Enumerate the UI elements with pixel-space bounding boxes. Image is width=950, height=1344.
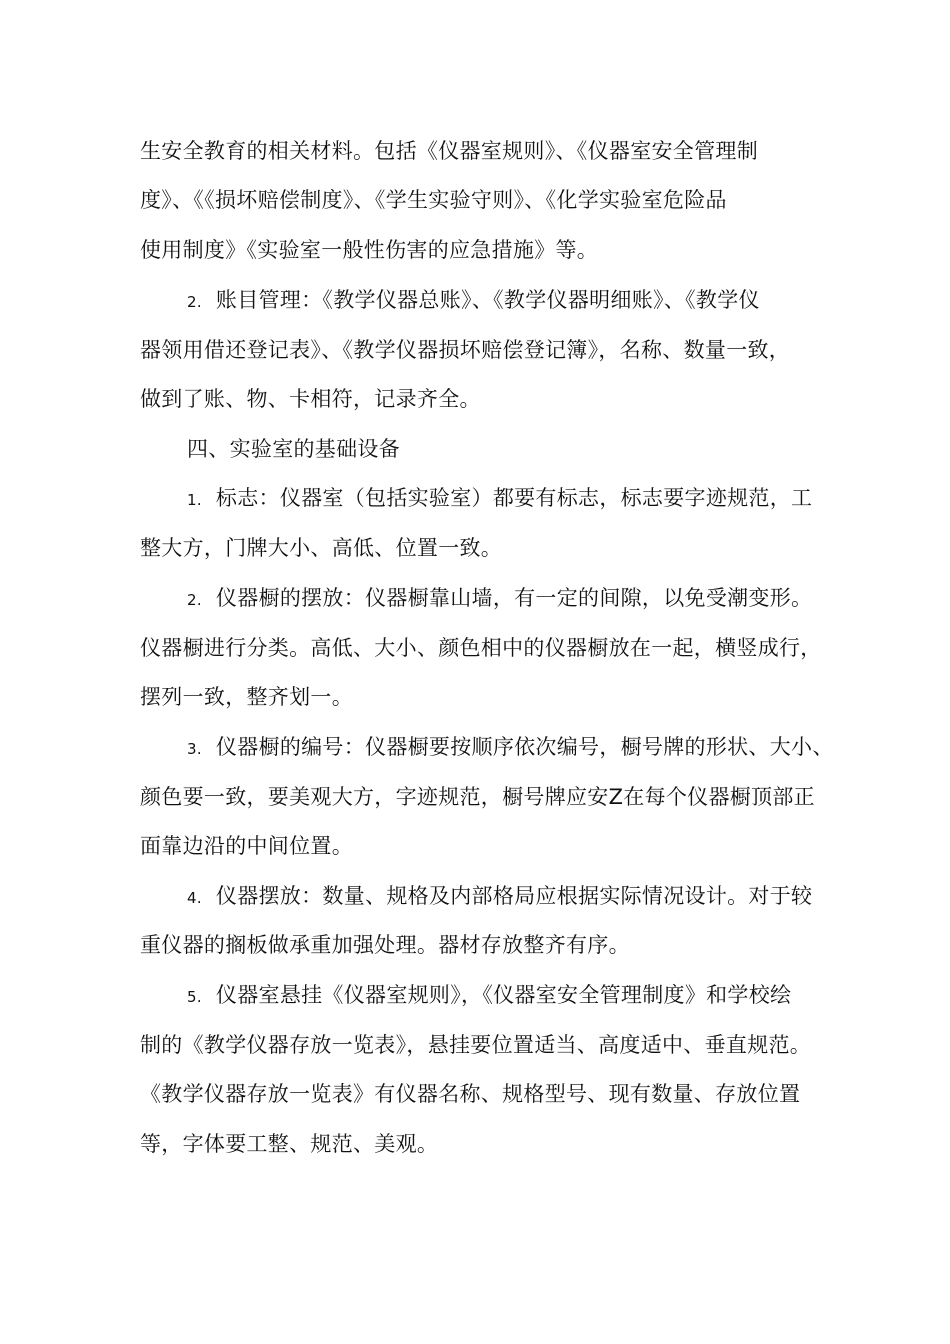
list-number: 2. [187,591,202,609]
text-line: 仪器橱的摆放：仪器橱靠山墙，有一定的间隙，以免受潮变形。 [215,586,813,610]
text-line: 做到了账、物、卡相符，记录齐全。 [140,387,481,411]
list-number: 2. [187,293,202,311]
list-item-instrument-arrangement [187,882,812,912]
list-item-hanging-rules [187,981,791,1011]
list-number: 4. [187,889,202,907]
text-line: 整大方，门牌大小、高低、位置一致。 [140,536,503,560]
text-line: 器领用借还登记表》、《教学仪器损坏赔偿登记簿》，名称、数量一致， [140,338,791,362]
text-line: 摆列一致，整齐划一。 [140,685,353,709]
text-line: 账目管理：《教学仪器总账》、《教学仪器明细账》、《教学仪 [215,288,760,312]
text-line: 面靠边沿的中间位置。 [140,834,353,858]
list-item-cabinet-numbering [187,733,834,763]
text-line: 《教学仪器存放一览表》有仪器名称、规格型号、现有数量、存放位置 [140,1082,801,1106]
text-line: 使用制度》《实验室一般性伤害的应急措施》等。 [140,238,599,262]
text-line: 生安全教育的相关材料。包括《仪器室规则》、《仪器室安全管理制 [140,139,758,163]
text-line: 仪器橱进行分类。高低、大小、颜色相中的仪器橱放在一起，横竖成行， [140,636,822,660]
list-number: 5. [187,988,202,1006]
text-line: 颜色要一致，要美观大方，字迹规范，橱号牌应安Z在每个仪器橱顶部正 [140,785,815,809]
list-item-signage [187,484,812,514]
list-item-account-management [187,286,760,316]
list-number: 3. [187,740,202,758]
text-line: 度》、《《损坏赔偿制度》、《学生实验守则》、《化学实验室危险品 [140,188,727,212]
text-line: 标志：仪器室（包括实验室）都要有标志，标志要字迹规范，工 [215,486,813,510]
text-line: 仪器摆放：数量、规格及内部格局应根据实际情况设计。对于较 [215,884,813,908]
text-line: 制的《教学仪器存放一览表》，悬挂要位置适当、高度适中、垂直规范。 [140,1033,812,1057]
text-line: 等，字体要工整、规范、美观。 [140,1132,439,1156]
list-number: 1. [187,491,202,509]
list-item-cabinet-placement [187,584,812,614]
section-heading: 四、实验室的基础设备 [187,437,400,461]
text-line: 仪器橱的编号：仪器橱要按顺序依次编号，橱号牌的形状、大小、 [215,735,834,759]
text-line: 仪器室悬挂《仪器室规则》，《仪器室安全管理制度》和学校绘 [215,983,792,1007]
text-line: 重仪器的搁板做承重加强处理。器材存放整齐有序。 [140,933,630,957]
